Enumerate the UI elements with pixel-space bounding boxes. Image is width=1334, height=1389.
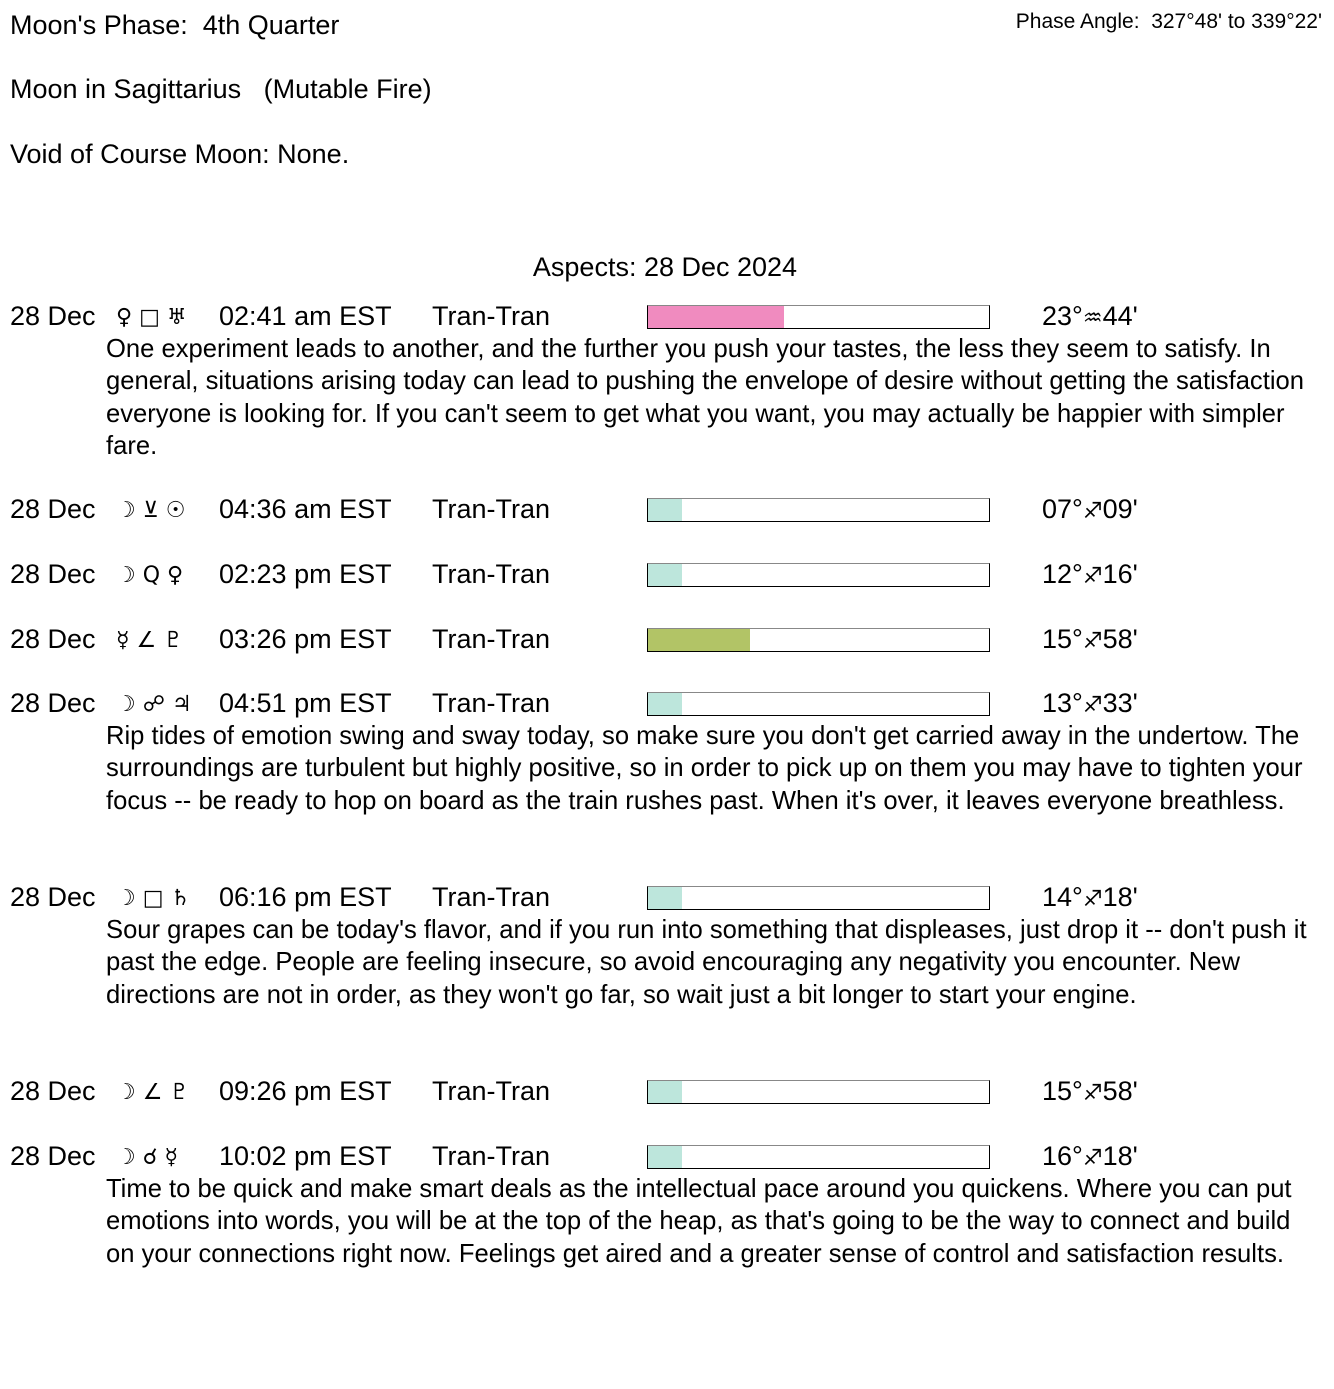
aspect-position xyxy=(1042,688,1138,719)
zodiac-sign-icon: ♐ xyxy=(1082,499,1103,524)
zodiac-sign-icon: ♐ xyxy=(1082,1081,1103,1106)
aspect-entry xyxy=(0,688,1334,817)
aspect-entry xyxy=(0,301,1334,462)
position-minutes: 16' xyxy=(1102,559,1138,589)
position-minutes: 44' xyxy=(1102,301,1138,331)
aspect-type: Tran-Tran xyxy=(432,301,551,331)
position-minutes: 18' xyxy=(1102,882,1138,912)
position-degrees: 12° xyxy=(1042,559,1083,589)
aspect-time: 02:23 pm EST xyxy=(219,559,392,589)
aspect-time: 02:41 am EST xyxy=(219,301,392,331)
aspect-row xyxy=(0,882,1334,914)
strength-bar xyxy=(647,1145,990,1169)
aspect-entry xyxy=(0,559,1334,591)
aspect-entry xyxy=(0,1076,1334,1108)
aspect-type: Tran-Tran xyxy=(432,1076,551,1106)
aspect-type: Tran-Tran xyxy=(432,688,551,718)
aspect-entry xyxy=(0,494,1334,526)
zodiac-sign-icon: ♒ xyxy=(1082,306,1103,331)
aspect-date: 28 Dec xyxy=(10,882,96,912)
aspect-entry xyxy=(0,624,1334,656)
zodiac-sign-icon: ♐ xyxy=(1082,1146,1103,1171)
position-minutes: 18' xyxy=(1102,1141,1138,1171)
aspect-row xyxy=(0,494,1334,526)
strength-bar-fill xyxy=(648,629,750,651)
aspect-date: 28 Dec xyxy=(10,301,96,331)
aspect-entry xyxy=(0,882,1334,1011)
aspect-position xyxy=(1042,624,1138,655)
aspect-time: 04:51 pm EST xyxy=(219,688,392,718)
aspects-title: Aspects: 28 Dec 2024 xyxy=(532,252,798,282)
aspect-position xyxy=(1042,559,1138,590)
aspect-glyphs: ☽ ∠ ♇ xyxy=(116,1080,190,1105)
aspect-glyphs: ☽ □ ♄ xyxy=(116,886,191,911)
strength-bar xyxy=(647,563,990,587)
aspect-glyphs: ♀ □ ♅ xyxy=(116,305,187,330)
moon-phase: Moon's Phase: 4th Quarter xyxy=(10,10,340,40)
aspect-position xyxy=(1042,494,1138,525)
strength-bar xyxy=(647,305,990,329)
position-degrees: 16° xyxy=(1042,1141,1083,1171)
zodiac-sign-icon: ♐ xyxy=(1082,629,1103,654)
aspect-glyphs: ☽ ☍ ♃ xyxy=(116,692,192,717)
aspect-glyphs: ☽ Q ♀ xyxy=(116,563,184,588)
strength-bar-fill xyxy=(648,1146,682,1168)
aspect-time: 06:16 pm EST xyxy=(219,882,392,912)
zodiac-sign-icon: ♐ xyxy=(1082,887,1103,912)
aspect-type: Tran-Tran xyxy=(432,624,551,654)
position-degrees: 14° xyxy=(1042,882,1083,912)
strength-bar xyxy=(647,498,990,522)
strength-bar-fill xyxy=(648,564,682,586)
position-degrees: 15° xyxy=(1042,1076,1083,1106)
strength-bar xyxy=(647,886,990,910)
aspect-row xyxy=(0,1141,1334,1173)
position-degrees: 23° xyxy=(1042,301,1083,331)
aspect-type: Tran-Tran xyxy=(432,882,551,912)
aspect-description: One experiment leads to another, and the further you push your tastes, the less they seem to satisfy. In general, situations arising today can lead to pushing the envelope of desire without getting the satisfaction everyone is looking for. If you can't seem to get what you want, you may actually be happier with simpler fare. xyxy=(106,335,1304,460)
aspect-date: 28 Dec xyxy=(10,688,96,718)
aspect-glyphs: ☿ ∠ ♇ xyxy=(116,628,183,653)
aspect-glyphs: ☽ ☌ ☿ xyxy=(116,1145,178,1170)
position-minutes: 33' xyxy=(1102,688,1138,718)
position-minutes: 58' xyxy=(1102,1076,1138,1106)
position-degrees: 13° xyxy=(1042,688,1083,718)
aspect-time: 04:36 am EST xyxy=(219,494,392,524)
aspect-row xyxy=(0,1076,1334,1108)
strength-bar xyxy=(647,692,990,716)
strength-bar-fill xyxy=(648,887,682,909)
aspect-entry xyxy=(0,1141,1334,1270)
zodiac-sign-icon: ♐ xyxy=(1082,564,1103,589)
aspect-position xyxy=(1042,882,1138,913)
aspect-description: Sour grapes can be today's flavor, and if you run into something that displeases, just drop it -- don't push it past the edge. People are feeling insecure, so avoid encouraging any negativity you encounter. New directions are not in order, as they won't go far, so wait just a bit longer to start your engine. xyxy=(106,916,1307,1009)
void-of-course: Void of Course Moon: None. xyxy=(10,139,350,169)
aspect-type: Tran-Tran xyxy=(432,559,551,589)
strength-bar xyxy=(647,628,990,652)
aspect-time: 03:26 pm EST xyxy=(219,624,392,654)
aspect-row xyxy=(0,688,1334,720)
strength-bar xyxy=(647,1080,990,1104)
aspect-time: 09:26 pm EST xyxy=(219,1076,392,1106)
strength-bar-fill xyxy=(648,306,784,328)
strength-bar-fill xyxy=(648,1081,682,1103)
aspect-row xyxy=(0,301,1334,333)
position-degrees: 15° xyxy=(1042,624,1083,654)
aspect-type: Tran-Tran xyxy=(432,1141,551,1171)
aspect-date: 28 Dec xyxy=(10,624,96,654)
zodiac-sign-icon: ♐ xyxy=(1082,693,1103,718)
aspect-row xyxy=(0,624,1334,656)
aspect-type: Tran-Tran xyxy=(432,494,551,524)
aspect-row xyxy=(0,559,1334,591)
position-minutes: 09' xyxy=(1102,494,1138,524)
aspect-position xyxy=(1042,1141,1138,1172)
aspect-glyphs: ☽ ⊻ ☉ xyxy=(116,498,186,523)
aspect-position xyxy=(1042,1076,1138,1107)
position-degrees: 07° xyxy=(1042,494,1083,524)
aspect-description: Rip tides of emotion swing and sway today, so make sure you don't get carried away in the undertow. The surroundings are turbulent but highly positive, so in order to pick up on them you may have to tighten your focus -- be ready to hop on board as the train rushes past. When it's over, it leaves everyone breathless. xyxy=(106,722,1303,815)
aspect-time: 10:02 pm EST xyxy=(219,1141,392,1171)
aspect-date: 28 Dec xyxy=(10,1141,96,1171)
moon-sign: Moon in Sagittarius (Mutable Fire) xyxy=(10,74,432,104)
phase-angle: Phase Angle: 327°48' to 339°22' xyxy=(1015,10,1322,33)
strength-bar-fill xyxy=(648,693,682,715)
aspect-description: Time to be quick and make smart deals as the intellectual pace around you quickens. Where you can put emotions into words, you will be at the top of the heap, as that's going to be the way to connect and build on your connections right now. Feelings get aired and a greater sense of control and satisfaction results. xyxy=(106,1175,1292,1268)
aspect-date: 28 Dec xyxy=(10,559,96,589)
aspect-date: 28 Dec xyxy=(10,494,96,524)
aspect-date: 28 Dec xyxy=(10,1076,96,1106)
aspect-position xyxy=(1042,301,1138,332)
position-minutes: 58' xyxy=(1102,624,1138,654)
strength-bar-fill xyxy=(648,499,682,521)
